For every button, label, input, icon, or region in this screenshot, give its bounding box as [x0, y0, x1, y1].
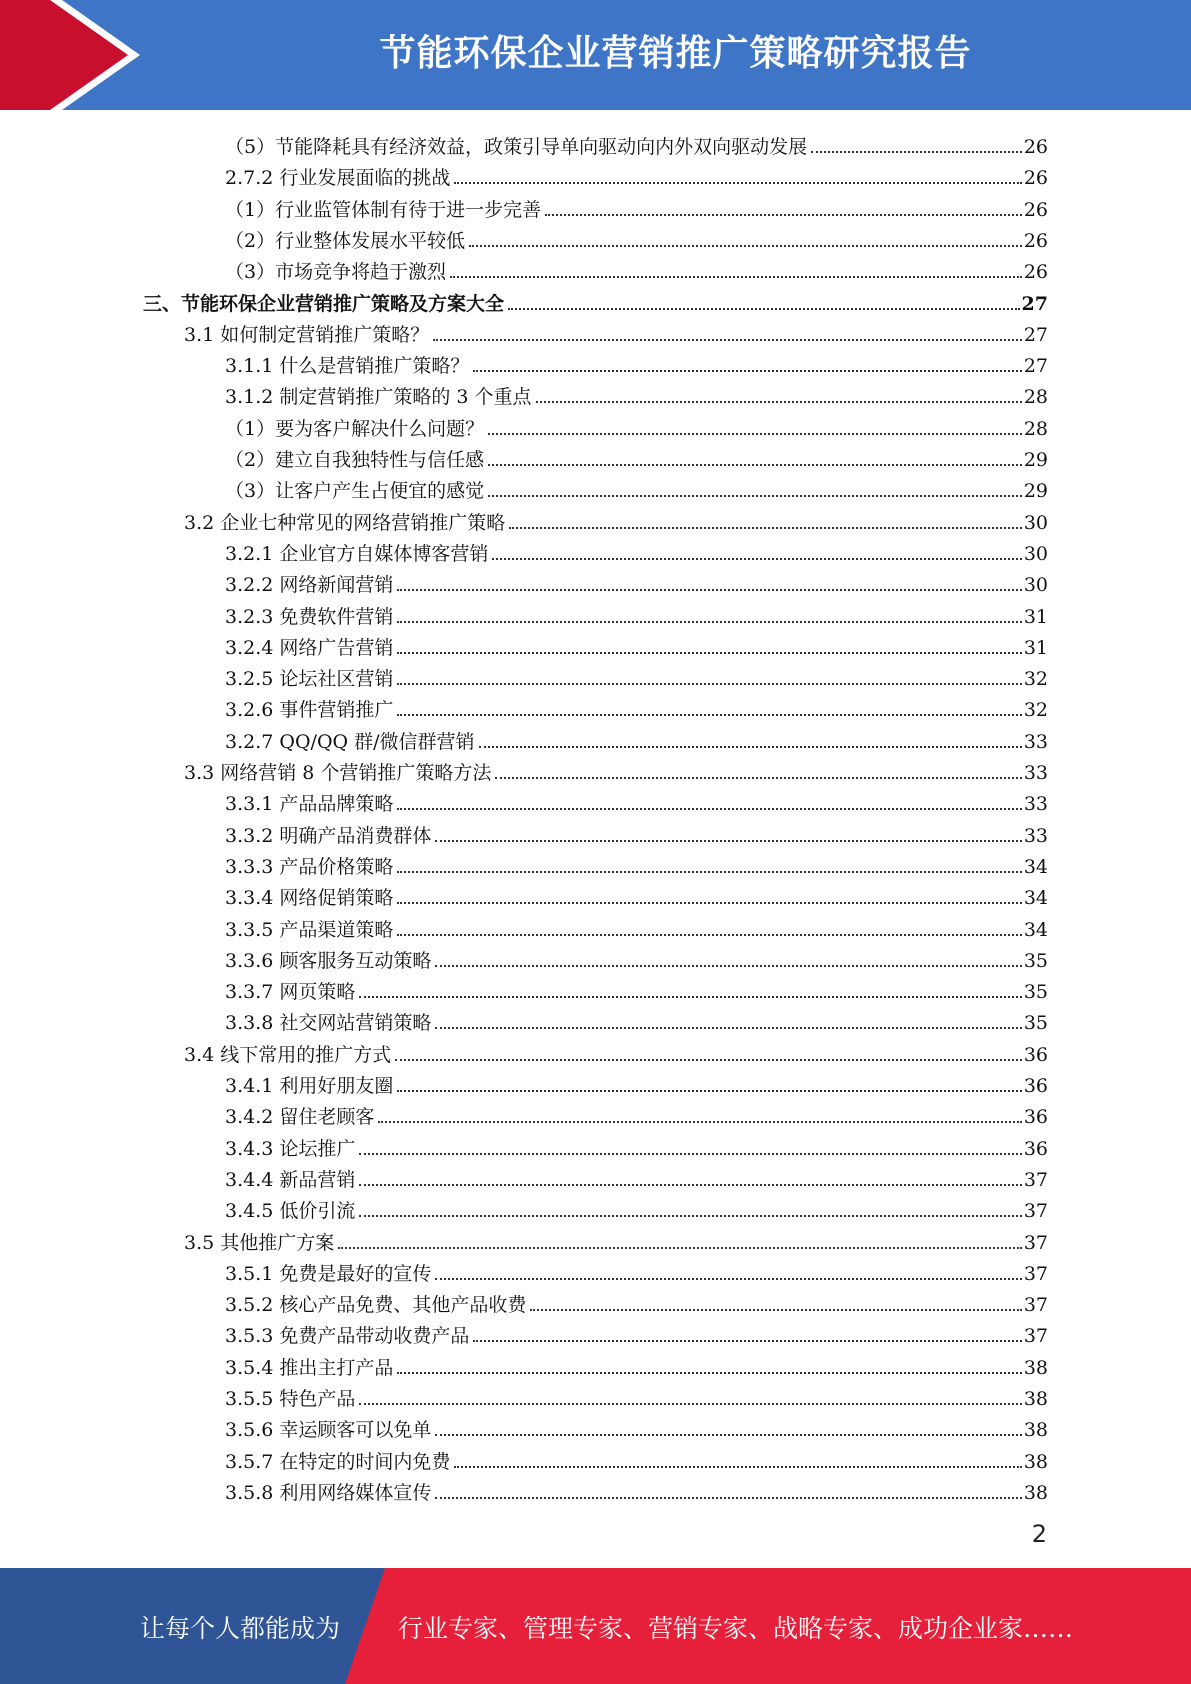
toc-entry-label: （3）让客户产生占便宜的感觉 — [225, 480, 485, 503]
toc-dot-leader — [495, 777, 1021, 779]
toc-dot-leader — [397, 902, 1021, 904]
toc-entry-label: 3.2.1 企业官方自媒体博客营销 — [225, 542, 489, 565]
toc-entry-label: （2）建立自我独特性与信任感 — [225, 449, 485, 471]
toc-entry-page: 37 — [1023, 1325, 1048, 1348]
toc-dot-leader — [397, 1372, 1021, 1374]
toc-dot-leader — [492, 558, 1021, 560]
toc-entry-page: 33 — [1023, 730, 1048, 753]
toc-dot-leader — [545, 214, 1022, 216]
toc-entry-page: 27 — [1023, 323, 1048, 346]
toc-entry-page: 37 — [1023, 1168, 1048, 1191]
toc-entry-label: 3.2.2 网络新闻营销 — [225, 574, 394, 597]
toc-entry-page: 37 — [1023, 1200, 1048, 1223]
toc-dot-leader — [469, 245, 1022, 247]
toc-dot-leader — [488, 433, 1022, 435]
toc-entry-page: 26 — [1023, 198, 1048, 221]
toc-entry-page: 28 — [1023, 417, 1048, 440]
toc-entry-label: （2）行业整体发展水平较低 — [225, 229, 466, 252]
toc-entry-label: 3.2.6 事件营销推广 — [225, 699, 394, 722]
toc-entry[interactable] — [225, 190, 1048, 221]
toc-dot-leader — [395, 1059, 1022, 1061]
toc-entry[interactable] — [225, 471, 1048, 502]
toc-entry-label: 3.3.8 社交网站营销策略 — [225, 1012, 432, 1035]
toc-entry-page: 38 — [1023, 1450, 1048, 1473]
toc-entry[interactable] — [225, 910, 1048, 941]
toc-entry[interactable] — [225, 221, 1048, 252]
toc-dot-leader — [479, 746, 1022, 748]
toc-entry-label: 3.4.3 论坛推广 — [225, 1137, 356, 1160]
toc-entry[interactable] — [225, 972, 1048, 1003]
toc-dot-leader — [397, 621, 1021, 623]
toc-entry[interactable] — [184, 753, 1048, 784]
toc-dot-leader — [435, 1434, 1021, 1436]
toc-entry[interactable] — [143, 284, 1048, 315]
toc-entry-label: （3）市场竞争将趋于激烈 — [225, 261, 447, 284]
toc-entry-label: 3.5.4 推出主打产品 — [225, 1356, 394, 1379]
toc-entry-page: 29 — [1023, 480, 1048, 503]
toc-entry[interactable] — [184, 315, 1048, 346]
toc-entry-page: 26 — [1023, 261, 1048, 284]
toc-dot-leader — [378, 1121, 1021, 1123]
toc-entry-page: 37 — [1023, 1262, 1048, 1285]
toc-dot-leader — [359, 1153, 1021, 1155]
toc-entry-page: 30 — [1023, 511, 1048, 534]
footer-slogan-right: 行业专家、管理专家、营销专家、战略专家、成功企业家…… — [398, 1614, 1074, 1643]
toc-entry-page: 35 — [1023, 949, 1048, 972]
toc-entry[interactable] — [225, 346, 1048, 377]
toc-entry-page: 31 — [1023, 605, 1048, 628]
toc-entry[interactable] — [225, 784, 1048, 815]
toc-entry-page: 27 — [1021, 292, 1048, 315]
toc-entry-label: 3.2.5 论坛社区营销 — [225, 668, 394, 691]
toc-entry-label: （1）要为客户解决什么问题？ — [225, 417, 485, 440]
toc-entry-label: 3.5.1 免费是最好的宣传 — [225, 1262, 432, 1285]
toc-entry-label: 3.3.7 网页策略 — [225, 981, 356, 1004]
toc-dot-leader — [450, 276, 1022, 278]
toc-entry-page: 29 — [1023, 449, 1048, 471]
toc-entry-page: 35 — [1023, 981, 1048, 1004]
toc-entry[interactable] — [225, 409, 1048, 440]
toc-dot-leader — [359, 1215, 1021, 1217]
toc-entry-label: 3.4.4 新品营销 — [225, 1168, 356, 1191]
toc-entry-label: 3.5.5 特色产品 — [225, 1388, 356, 1410]
toc-dot-leader — [397, 652, 1021, 654]
toc-entry-page: 26 — [1023, 136, 1048, 158]
toc-entry-page: 38 — [1023, 1481, 1048, 1504]
toc-dot-leader — [359, 1184, 1021, 1186]
toc-entry[interactable] — [225, 377, 1048, 408]
toc-entry-label: 3.1.2 制定营销推广策略的 3 个重点 — [225, 386, 532, 409]
toc-entry-label: 3.1 如何制定营销推广策略？ — [184, 323, 430, 346]
toc-entry-page: 26 — [1023, 167, 1048, 190]
toc-entry-page: 36 — [1023, 1106, 1048, 1129]
toc-dot-leader — [536, 401, 1022, 403]
toc-dot-leader — [509, 527, 1022, 529]
toc-entry-label: 三、节能环保企业营销推广策略及方案大全 — [143, 292, 505, 315]
toc-dot-leader — [488, 464, 1022, 466]
toc-entry[interactable] — [184, 1223, 1048, 1254]
toc-entry-page: 32 — [1023, 668, 1048, 691]
toc-entry[interactable] — [225, 1410, 1048, 1441]
toc-entry-page: 35 — [1023, 1012, 1048, 1035]
toc-entry-page: 33 — [1023, 793, 1048, 816]
toc-entry-label: 3.2.7 QQ/QQ 群/微信群营销 — [225, 730, 475, 753]
toc-entry[interactable] — [225, 1473, 1048, 1504]
toc-entry-label: （5）节能降耗具有经济效益，政策引导单向驱动向内外双向驱动发展 — [225, 136, 808, 158]
toc-entry-label: 3.5.8 利用网络媒体宣传 — [225, 1481, 432, 1504]
toc-entry-page: 30 — [1023, 542, 1048, 565]
toc-entry-label: 3.4.2 留住老顾客 — [225, 1106, 375, 1129]
toc-entry-label: 3.5.3 免费产品带动收费产品 — [225, 1325, 470, 1348]
toc-dot-leader — [397, 589, 1021, 591]
toc-entry[interactable] — [225, 690, 1048, 721]
toc-entry-page: 38 — [1023, 1356, 1048, 1379]
footer-banner — [0, 1568, 1191, 1684]
toc-dot-leader — [397, 934, 1021, 936]
toc-dot-leader — [397, 871, 1021, 873]
toc-entry-page: 34 — [1023, 918, 1048, 941]
toc-entry-page: 38 — [1023, 1388, 1048, 1410]
toc-entry[interactable] — [225, 941, 1048, 972]
toc-entry[interactable] — [225, 1348, 1048, 1379]
toc-entry[interactable] — [184, 503, 1048, 534]
toc-entry-label: 3.3.6 顾客服务互动策略 — [225, 949, 432, 972]
toc-entry[interactable] — [225, 1066, 1048, 1097]
toc-entry-label: 3.2.4 网络广告营销 — [225, 636, 394, 659]
toc-entry[interactable] — [225, 440, 1048, 471]
toc-dot-leader — [435, 840, 1021, 842]
toc-entry-page: 38 — [1023, 1419, 1048, 1442]
toc-entry[interactable] — [225, 597, 1048, 628]
toc-entry[interactable] — [225, 1097, 1048, 1128]
toc-entry[interactable] — [225, 534, 1048, 565]
toc-entry[interactable] — [225, 847, 1048, 878]
toc-entry[interactable] — [225, 1191, 1048, 1222]
toc-entry-label: 3.3.5 产品渠道策略 — [225, 918, 394, 941]
toc-entry-label: 2.7.2 行业发展面临的挑战 — [225, 167, 451, 190]
footer-slogan-left: 让每个人都能成为 — [140, 1614, 341, 1643]
toc-entry[interactable] — [225, 878, 1048, 909]
toc-entry[interactable] — [225, 252, 1048, 283]
toc-entry[interactable] — [225, 1442, 1048, 1473]
toc-entry-label: 3.5 其他推广方案 — [184, 1231, 335, 1254]
toc-entry[interactable] — [225, 816, 1048, 847]
toc-dot-leader — [397, 1090, 1021, 1092]
toc-dot-leader — [359, 1403, 1021, 1405]
toc-dot-leader — [530, 1309, 1021, 1311]
toc-entry-label: 3.3 网络营销 8 个营销推广策略方法 — [184, 762, 492, 784]
toc-entry[interactable] — [225, 1254, 1048, 1285]
toc-dot-leader — [397, 714, 1021, 716]
toc-entry-label: 3.5.2 核心产品免费、其他产品收费 — [225, 1294, 527, 1317]
document-title: 节能环保企业营销推广策略研究报告 — [379, 33, 972, 74]
toc-entry[interactable] — [225, 1160, 1048, 1191]
toc-dot-leader — [338, 1247, 1022, 1249]
toc-entry-label: 3.3.2 明确产品消费群体 — [225, 824, 432, 847]
toc-entry-page: 28 — [1023, 386, 1048, 409]
page-number: 2 — [1031, 1520, 1047, 1548]
toc-dot-leader — [473, 370, 1021, 372]
toc-dot-leader — [473, 1340, 1021, 1342]
toc-entry[interactable] — [225, 158, 1048, 189]
toc-entry-label: 3.1.1 什么是营销推广策略？ — [225, 355, 470, 378]
toc-entry[interactable] — [184, 1035, 1048, 1066]
toc-entry-page: 26 — [1023, 229, 1048, 252]
toc-entry[interactable] — [225, 1316, 1048, 1347]
toc-entry-label: 3.4.1 利用好朋友圈 — [225, 1075, 394, 1097]
toc-entry[interactable] — [225, 628, 1048, 659]
toc-dot-leader — [508, 308, 1020, 310]
toc-entry-page: 32 — [1023, 699, 1048, 722]
toc-dot-leader — [454, 182, 1021, 184]
toc-entry-label: 3.4 线下常用的推广方式 — [184, 1043, 392, 1066]
toc-dot-leader — [488, 495, 1022, 497]
toc-entry[interactable] — [225, 722, 1048, 753]
toc-entry-page: 37 — [1023, 1231, 1048, 1254]
toc-entry[interactable] — [225, 1003, 1048, 1034]
toc-entry-page: 37 — [1023, 1294, 1048, 1317]
toc-dot-leader — [433, 339, 1022, 341]
toc-entry-label: 3.5.6 幸运顾客可以免单 — [225, 1419, 432, 1442]
toc-entry-label: 3.4.5 低价引流 — [225, 1200, 356, 1223]
toc-entry-page: 34 — [1023, 887, 1048, 910]
toc-dot-leader — [811, 151, 1022, 153]
toc-dot-leader — [397, 808, 1021, 810]
toc-entry[interactable] — [225, 1129, 1048, 1160]
toc-dot-leader — [435, 965, 1021, 967]
toc-entry-page: 36 — [1023, 1137, 1048, 1160]
toc-dot-leader — [359, 996, 1021, 998]
toc-entry-label: （1）行业监管体制有待于进一步完善 — [225, 198, 542, 221]
toc-entry-page: 34 — [1023, 855, 1048, 878]
toc-entry-page: 30 — [1023, 574, 1048, 597]
toc-entry[interactable] — [225, 1379, 1048, 1410]
toc-entry-label: 3.3.1 产品品牌策略 — [225, 793, 394, 816]
toc-entry[interactable] — [225, 1285, 1048, 1316]
toc-dot-leader — [435, 1497, 1021, 1499]
toc-dot-leader — [435, 1027, 1021, 1029]
toc-entry-page: 36 — [1023, 1075, 1048, 1097]
toc-entry-page: 33 — [1023, 824, 1048, 847]
toc-dot-leader — [454, 1466, 1021, 1468]
toc-entry-label: 3.2 企业七种常见的网络营销推广策略 — [184, 511, 506, 534]
toc-entry-page: 27 — [1023, 355, 1048, 378]
toc-entry[interactable] — [225, 565, 1048, 596]
toc-entry[interactable] — [225, 127, 1048, 158]
toc-entry-label: 3.5.7 在特定的时间内免费 — [225, 1450, 451, 1473]
header-banner — [0, 0, 1191, 110]
toc-dot-leader — [435, 1278, 1021, 1280]
toc-entry-page: 33 — [1023, 762, 1048, 784]
toc-entry-label: 3.3.3 产品价格策略 — [225, 855, 394, 878]
toc-entry-page: 31 — [1023, 636, 1048, 659]
toc-dot-leader — [397, 683, 1021, 685]
toc-entry-label: 3.2.3 免费软件营销 — [225, 605, 394, 628]
red-chevron-decoration — [0, 0, 160, 110]
toc-entry[interactable] — [225, 659, 1048, 690]
toc-entry-label: 3.3.4 网络促销策略 — [225, 887, 394, 910]
toc-entry-page: 36 — [1023, 1043, 1048, 1066]
